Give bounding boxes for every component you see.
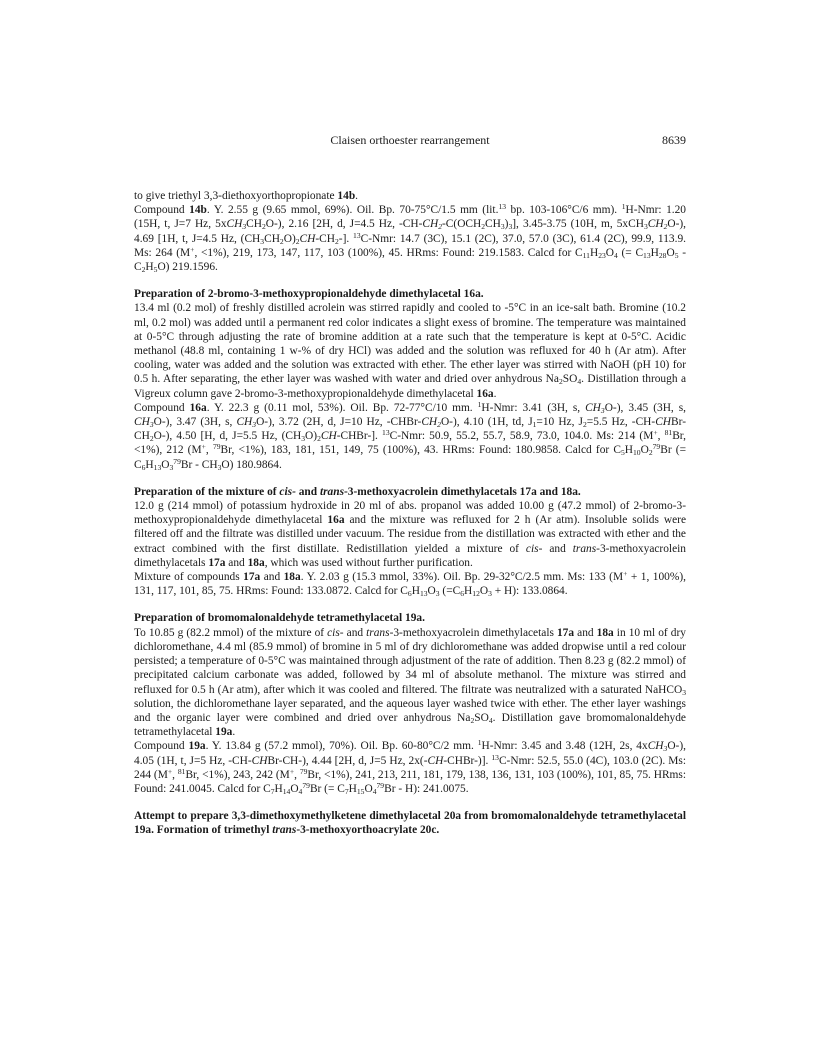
text-run: H <box>145 261 154 274</box>
text-run: 14 <box>282 786 291 796</box>
text-run: Br (= C <box>134 444 687 471</box>
paragraph <box>134 739 686 796</box>
text-run: + <box>167 766 173 776</box>
text-run: 79 <box>173 456 181 466</box>
text-run: H <box>650 246 659 259</box>
text-run: 5 <box>153 265 158 275</box>
text-run: 13 <box>498 202 507 212</box>
text-run: CH <box>655 416 672 429</box>
text-run: cis- <box>327 626 344 639</box>
text-run: CH <box>236 416 253 429</box>
text-run: O <box>605 246 615 259</box>
text-run: Br-CH <box>134 416 686 443</box>
text-run: cis- <box>279 485 296 498</box>
text-run: trans <box>572 542 597 555</box>
text-run: , which was used without further purification. <box>264 556 473 569</box>
text-run: -CHBr-)]. <box>443 754 492 767</box>
text-run: 3 <box>488 589 492 599</box>
text-run: -3-methoxyorthoacrylate 20c. <box>296 824 440 837</box>
paragraph <box>134 401 686 472</box>
text-run: , <box>294 768 300 781</box>
text-run: 4 <box>614 250 618 260</box>
text-run: + 1, 100%), 131, 117, 101, 85, 75. HRms: Found: 133.0872. Calcd for C <box>134 571 686 598</box>
text-run: 2 <box>438 222 443 232</box>
text-run: 2 <box>317 434 321 444</box>
text-run: . <box>232 726 236 739</box>
text-run: H-Nmr: 1.20 (15H, t, J=7 Hz, 5x <box>134 204 686 231</box>
text-run: , <box>657 430 665 443</box>
text-run: 3 <box>252 420 257 430</box>
text-run: SO <box>562 373 578 386</box>
text-run: 3 <box>435 589 440 599</box>
text-run: O-), 4.50 [H, d, J=5.5 Hz, (CH <box>153 430 302 443</box>
section-gap <box>134 274 686 287</box>
text-run: + <box>201 442 206 452</box>
text-run: 16a <box>476 387 494 400</box>
text-run: + H): 133.0864. <box>491 585 568 598</box>
text-run: (= C <box>617 246 644 259</box>
text-run: O <box>427 585 436 598</box>
text-run: 4 <box>577 377 582 387</box>
text-run: solution, the dichloromethane layer separated, and the aqueous layer washed twice with ether. The ether layer washings and the organic layer were combined and dried over anhydrous Na <box>134 697 686 724</box>
text-run: , <box>172 768 178 781</box>
text-run: =10 Hz, J <box>536 416 583 429</box>
text-run: H <box>411 585 420 598</box>
section-gap <box>134 796 686 809</box>
text-run: 10 <box>633 448 641 458</box>
text-run: and <box>295 485 320 498</box>
text-run: H <box>624 444 633 457</box>
text-run: 79 <box>299 766 308 776</box>
text-run: ], 3.45-3.75 (10H, m, 5xCH <box>512 218 644 231</box>
text-run: 5 <box>620 448 625 458</box>
text-run: O-), 3.72 (2H, d, J=10 Hz, -CHBr- <box>256 416 422 429</box>
text-run: 2 <box>558 377 563 387</box>
text-run: 1 <box>477 399 482 409</box>
text-run: 19a <box>188 740 206 753</box>
text-run: trans <box>366 626 390 639</box>
text-run: 6 <box>141 462 146 472</box>
text-run: 13 <box>643 250 651 260</box>
text-run: Br, <1%), 212 (M <box>134 430 686 457</box>
text-run: 2 <box>141 265 146 275</box>
text-run: in 10 ml of dry dichloromethane, 4.4 ml (85.9 mmol) of bromine in 5 ml of dry dichloromethane was added dropwise until a red colour persisted; a temperature of 0-5°C was maintained through adjustment of the rate of addition. Then 8.23 g (82.2 mmol) of precipitated calcium carbonate was added, followed by 34 ml of absolute methanol. The mixture was stirred and refluxed for 0.5 h (Ar atm), after which it was cooled and filtered. The filtrate was neutralized with a saturated NaHCO <box>134 626 686 696</box>
text-run: CH <box>251 754 268 767</box>
text-run: 2 <box>648 448 653 458</box>
text-run: 1 <box>477 738 482 748</box>
text-run: -]. <box>338 232 354 245</box>
text-run: 79 <box>652 442 661 452</box>
text-run: O <box>479 585 489 598</box>
text-run: 2 <box>663 222 668 232</box>
text-run: 2 <box>279 236 284 246</box>
text-run: Br (= C <box>309 782 345 795</box>
text-run: Compound <box>134 740 189 753</box>
text-run: 13 <box>382 428 390 438</box>
text-run: - C <box>134 246 686 274</box>
text-run: 2 <box>261 222 266 232</box>
text-run: 5 <box>674 250 679 260</box>
text-run: Br - H): 241.0075. <box>384 782 469 795</box>
text-run: H <box>348 782 357 795</box>
section-gap <box>134 598 686 611</box>
text-run: -3-methoxyacrolein dimethylacetals <box>134 542 686 569</box>
paragraph <box>134 570 686 598</box>
text-run: O-), 4.69 [1H, t, J=4.5 Hz, (CH <box>134 218 687 245</box>
text-run: and <box>225 556 248 569</box>
text-run: 3 <box>301 434 306 444</box>
text-run: + <box>190 244 195 254</box>
text-run: 14b <box>337 190 356 202</box>
text-run: 2 <box>149 434 154 444</box>
text-run: 3 <box>663 744 668 754</box>
text-run: O-), 3.47 (3H, s, <box>153 416 237 429</box>
text-run: O-), 3.45 (3H, s, <box>604 401 686 414</box>
text-run: H-Nmr: 3.41 (3H, s, <box>481 401 586 414</box>
text-run: 13.4 ml (0.2 mol) of freshly distilled acrolein was stirred rapidly and cooled to -5°C in an ice-salt bath. Bromine (10.2 ml, 0.2 mol) was added until a permanent red color indicates a slight exess of bromine. The temperature was maintained at 0-5°C through adjusting the rate of bromine addition at a rate such that the temperature is kept at 0-5°C. Acidic methanol (48.8 ml, containing 1 w-% of dry HCl) was added and the solution was refluxed for 40 h (Ar atm). After cooling, water was added and the solution was extracted with ether. The ether layer was stirred with NaOH (pH 10) for 0.5 h. After separating, the ether layer was washed with water and dried over anhydrous Na <box>134 302 686 386</box>
text-run: CH <box>299 232 316 245</box>
text-run: 12 <box>472 589 480 599</box>
text-run: CH <box>422 218 439 231</box>
text-run: + <box>289 766 295 776</box>
text-run: CH <box>485 218 501 231</box>
text-run: SO <box>474 711 489 724</box>
text-run: , <1%), 219, 173, 147, 117, 103 (100%), 45. HRms: Found: 219.1583. Calcd for C <box>194 246 583 259</box>
text-run: O) <box>305 430 318 443</box>
text-run: -CH <box>315 232 335 245</box>
text-run: 3 <box>217 462 222 472</box>
text-run: 17a <box>243 571 261 584</box>
text-run: H <box>589 246 599 259</box>
text-run: 2 <box>583 420 587 430</box>
text-run: 2 <box>470 715 475 725</box>
article-body <box>134 189 686 838</box>
text-run: O) <box>283 232 296 245</box>
text-run: and <box>343 626 367 639</box>
page-number: 8639 <box>662 133 686 147</box>
paragraph <box>134 203 686 274</box>
text-run: O-), 4.10 (1H, td, J <box>440 416 533 429</box>
text-run: CH <box>226 218 243 231</box>
text-run: Br, <1%), 183, 181, 151, 149, 75 (100%), 43. HRms: Found: 180.9858. Calcd for C <box>220 444 621 457</box>
text-run: 4 <box>298 786 303 796</box>
text-run: H <box>145 458 154 471</box>
text-run: -C(OCH <box>442 218 482 231</box>
section-gap <box>134 472 686 485</box>
text-run: 3 <box>260 236 265 246</box>
text-run: . Distillation gave bromomalonaldehyde tetramethylacetal <box>134 711 686 739</box>
text-run: 81 <box>664 428 673 438</box>
text-run: . Y. 13.84 g (57.2 mmol), 70%). Oil. Bp. 60-80°C/2 mm. <box>205 740 478 753</box>
text-run: Compound <box>134 204 190 217</box>
text-run: 2 <box>335 236 339 246</box>
paragraph <box>134 189 686 203</box>
text-run: 3 <box>149 420 154 430</box>
text-run: . Y. 22.3 g (0.11 mol, 53%). Oil. Bp. 72-77°C/10 mm. <box>206 401 478 414</box>
text-run: 3 <box>682 687 686 697</box>
text-run: 19a <box>215 726 233 739</box>
text-run: . Y. 2.03 g (15.3 mmol, 33%). Oil. Bp. 29-32°C/2.5 mm. Ms: 133 (M <box>300 571 624 584</box>
text-run: 3 <box>600 405 605 415</box>
text-run: 13 <box>153 462 162 472</box>
text-run: H-Nmr: 3.45 and 3.48 (12H, 2s, 4x <box>481 740 648 753</box>
text-run: and <box>574 626 597 639</box>
text-run: CH <box>585 401 601 414</box>
text-run: -3-methoxyacrolein dimethylacetals <box>389 626 557 639</box>
text-run: 79 <box>212 442 221 452</box>
text-run: 28 <box>658 250 667 260</box>
text-run: CH <box>647 218 664 231</box>
text-run: O) 219.1596. <box>157 261 218 274</box>
text-run: CH <box>320 430 337 443</box>
text-run: =5.5 Hz, -CH- <box>586 416 656 429</box>
text-run: Preparation of bromomalonaldehyde tetramethylacetal 19a. <box>134 612 425 625</box>
text-run: 2 <box>481 222 486 232</box>
text-run: 18a <box>596 626 614 639</box>
text-run: . <box>493 387 497 400</box>
text-run: 15 <box>356 786 365 796</box>
text-run: O <box>161 458 170 471</box>
text-run: 6 <box>460 589 465 599</box>
text-run: ) <box>504 218 509 231</box>
text-run: 1 <box>532 420 537 430</box>
section-heading <box>134 809 686 837</box>
text-run: and <box>260 571 284 584</box>
text-run: 18a <box>247 556 265 569</box>
text-run: and <box>542 542 573 555</box>
text-run: Br-CH-), 4.44 [2H, d, J=5 Hz, 2x(- <box>267 754 428 767</box>
text-run: C-Nmr: 52.5, 55.0 (4C), 103.0 (2C). Ms: 244 (M <box>134 754 686 781</box>
text-run: 4 <box>372 786 377 796</box>
text-run: 1 <box>621 202 626 212</box>
text-run: 3 <box>242 222 247 232</box>
text-run: O <box>666 246 675 259</box>
text-run: CH <box>647 740 664 753</box>
text-run: -CHBr-]. <box>336 430 383 443</box>
text-run: + <box>623 569 628 579</box>
text-run: . Distillation through a Vigreux column gave 2-bromo-3-methoxypropionaldehyde dimethylacetal <box>134 373 687 400</box>
text-run: 13 <box>353 230 361 240</box>
text-run: . <box>355 190 359 202</box>
text-run: CH <box>421 416 438 429</box>
text-run: 81 <box>177 766 186 776</box>
text-run: O <box>290 782 299 795</box>
text-run: 13 <box>419 589 428 599</box>
text-run: and the mixture was refluxed for 2 h (Ar atm). Insoluble solids were filtered off and the filtrate was distilled under vacuum. The residue from the distillation was extracted with ether and the extract combined with the first distillate. Redistillation yielded a mixture of <box>134 514 686 555</box>
text-run: CH <box>246 218 262 231</box>
text-run: To 10.85 g (82.2 mmol) of the mixture of <box>134 626 328 639</box>
text-run: 6 <box>407 589 412 599</box>
text-run: 2 <box>437 420 441 430</box>
text-run: 23 <box>598 250 606 260</box>
text-run: Br, <1%), 243, 242 (M <box>185 768 290 781</box>
text-run: 16a <box>189 401 207 414</box>
text-run: 79 <box>302 780 310 790</box>
text-run: Preparation of 2-bromo-3-methoxypropionaldehyde dimethylacetal 16a. <box>134 288 484 301</box>
text-run: 17a <box>556 626 575 639</box>
text-run: + <box>653 428 658 438</box>
text-run: 4 <box>488 715 493 725</box>
text-run: Attempt to prepare 3,3-dimethoxymethylketene dimethylacetal 20a from bromomalonaldehyde tetramethylacetal 19a. Formation of trimethyl <box>134 810 686 837</box>
text-run: 14b <box>189 204 207 217</box>
paragraph <box>134 301 686 400</box>
text-run: O-), 2.16 [2H, d, J=4.5 Hz, -CH- <box>265 218 423 231</box>
running-title: Claisen orthoester rearrangement <box>330 133 490 147</box>
text-run: trans <box>272 824 297 837</box>
text-run: 2 <box>295 236 300 246</box>
text-run: 16a <box>327 514 345 527</box>
text-run: CH <box>264 232 280 245</box>
text-run: 11 <box>582 250 590 260</box>
paragraph <box>134 499 686 570</box>
section-heading <box>134 485 686 499</box>
text-run: O-), 4.05 (1H, t, J=5 Hz, -CH- <box>134 740 686 767</box>
text-run: cis- <box>525 542 543 555</box>
text-run: Mixture of compounds <box>134 571 244 584</box>
text-run: 3 <box>500 222 505 232</box>
text-run: H <box>274 782 283 795</box>
text-run: -3-methoxyacrolein dimethylacetals 17a and 18a. <box>344 485 581 498</box>
text-run: 3 <box>169 462 174 472</box>
text-run: 13 <box>491 752 499 762</box>
text-run: (=C <box>439 585 461 598</box>
text-run: 79 <box>376 780 385 790</box>
text-run: to give triethyl 3,3-diethoxyorthopropionate <box>134 190 338 202</box>
running-head <box>134 133 686 149</box>
text-run: 12.0 g (214 mmol) of potassium hydroxide in 20 ml of abs. propanol was added 10.00 g (47.2 mmol) of 2-bromo-3-methoxypropionaldehyde dimethylacetal <box>134 500 686 527</box>
text-run: . Y. 2.55 g (9.65 mmol, 69%). Oil. Bp. 70-75°C/1.5 mm (lit. <box>206 204 499 217</box>
text-run: , <box>205 444 213 457</box>
text-run: O <box>364 782 373 795</box>
section-heading <box>134 611 686 625</box>
text-run: 18a <box>283 571 301 584</box>
text-run: CH <box>134 416 150 429</box>
paragraph <box>134 626 686 740</box>
text-run: C-Nmr: 50.9, 55.2, 55.7, 58.9, 73.0, 104.0. Ms: 214 (M <box>389 430 654 443</box>
text-run: CH <box>427 754 444 767</box>
text-run: Br - CH <box>180 458 218 471</box>
text-run: H <box>464 585 473 598</box>
text-run: Compound <box>134 401 190 414</box>
section-heading <box>134 287 686 301</box>
text-run: 17a <box>208 556 226 569</box>
text-run: O) 180.9864. <box>221 458 282 471</box>
text-run: 3 <box>508 222 513 232</box>
text-run: O <box>640 444 649 457</box>
text-run: 7 <box>344 786 349 796</box>
text-run: 7 <box>270 786 275 796</box>
text-run: Br, <1%), 241, 213, 211, 181, 179, 138, 136, 131, 103 (100%), 101, 85, 75. HRms: Found: 241.0045. Calcd for C <box>134 768 686 795</box>
text-run: 3 <box>643 222 648 232</box>
text-run: C-Nmr: 14.7 (3C), 15.1 (2C), 37.0, 57.0 (3C), 61.4 (2C), 99.9, 113.9. Ms: 264 (M <box>134 232 686 259</box>
text-run: trans <box>319 485 344 498</box>
text-run: Preparation of the mixture of <box>134 485 280 498</box>
text-run: bp. 103-106°C/6 mm). <box>506 204 622 217</box>
